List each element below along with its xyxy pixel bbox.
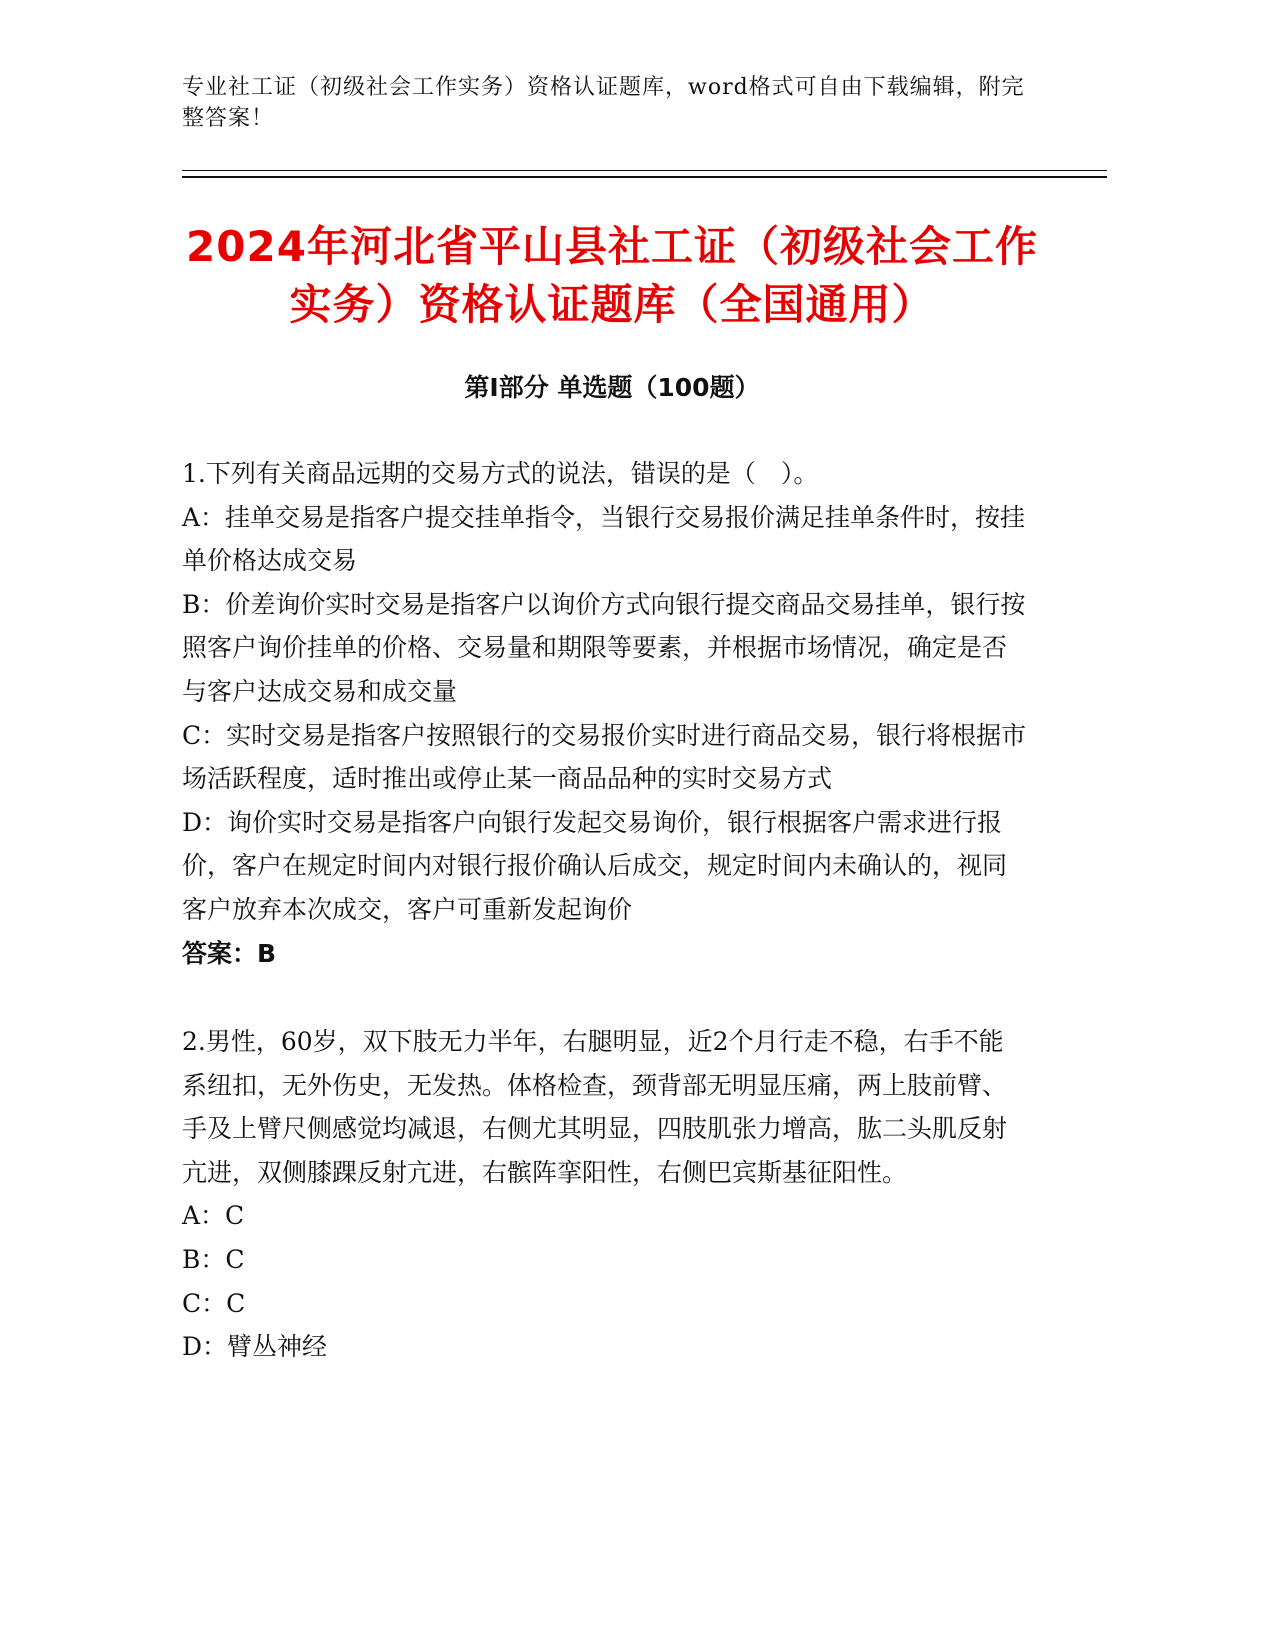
answer-label: 答案：B: [182, 938, 277, 968]
question-stem: 2.男性，60岁，双下肢无力半年，右腿明显，近2个月行走不稳，右手不能系纽扣，无外伤史，无发热。体格检查，颈背部无明显压痛，两上肢前臂、手及上臂尺侧感觉均减退，右侧尤其明显，四肢肌张力增高，肱二头肌反射亢进，双侧膝踝反射亢进，右髌阵挛阳性，右侧巴宾斯基征阳性。: [182, 1027, 1008, 1187]
section-heading: 第I部分 单选题（100题）: [464, 373, 760, 402]
option-d: D：臂丛神经: [182, 1332, 328, 1362]
option-d: D：询价实时交易是指客户向银行发起交易询价，银行根据客户需求进行报价，客户在规定时间内对银行报价确认后成交，规定时间内未确认的，视同客户放弃本次成交，客户可重新发起询价: [182, 807, 1008, 924]
header-rule-thin: [182, 170, 1107, 171]
option-b: B：C: [182, 1244, 245, 1274]
question-2: [182, 1020, 1027, 1369]
option-b: B：价差询价实时交易是指客户以询价方式向银行提交商品交易挂单，银行按照客户询价挂单的价格、交易量和期限等要素，并根据市场情况，确定是否与客户达成交易和成交量: [182, 589, 1026, 706]
question-stem: 1.下列有关商品远期的交易方式的说法，错误的是（ ）。: [182, 459, 819, 488]
option-a: A：C: [182, 1201, 245, 1231]
option-c: C：C: [182, 1288, 246, 1318]
header-rule-thick: [182, 176, 1107, 178]
document-title: 2024年河北省平山县社工证（初级社会工作实务）资格认证题库（全国通用）: [186, 222, 1038, 329]
option-c: C：实时交易是指客户按照银行的交易报价实时进行商品交易，银行将根据市场活跃程度，适时推出或停止某一商品品种的实时交易方式: [182, 720, 1027, 794]
header-note: 专业社工证（初级社会工作实务）资格认证题库，word格式可自由下载编辑，附完整答案！: [182, 75, 1025, 131]
option-a: A：挂单交易是指客户提交挂单指令，当银行交易报价满足挂单条件时，按挂单价格达成交易: [182, 502, 1026, 576]
question-1: [182, 452, 1027, 976]
